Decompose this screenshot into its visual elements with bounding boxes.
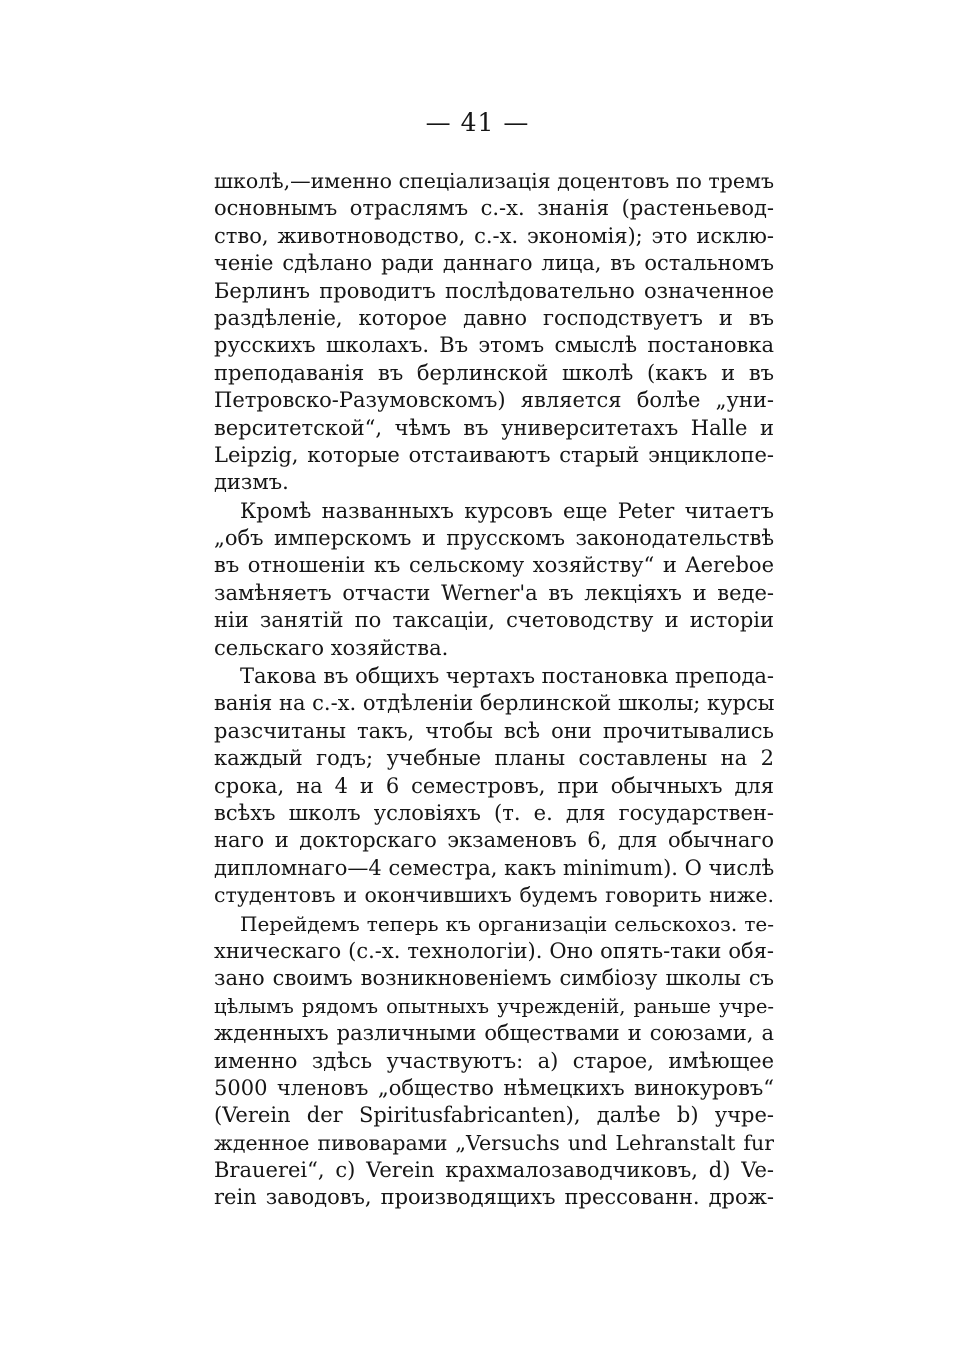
text-line: ванія на с.-х. отдѣленіи берлинской школы; курсы [214, 691, 774, 716]
text-line: Петровско-Разумовскомъ) является болѣе „уни- [214, 388, 774, 413]
text-line: хническаго (с.-х. технологіи). Оно опять-таки обя- [214, 938, 774, 963]
text-line: въ отношеніи къ сельскому хозяйству“ и Aereboe [214, 553, 774, 578]
text-line: верситетской“, чѣмъ въ университетахъ Halle и [214, 415, 774, 440]
text-line: 5000 членовъ „общество нѣмецкихъ винокуровъ“ [214, 1075, 774, 1100]
text-line: именно здѣсь участвуютъ: a) старое, имѣющее [214, 1048, 774, 1073]
text-line: ченіе сдѣлано ради даннаго лица, въ остальномъ [214, 251, 774, 276]
text-line: цѣлымъ рядомъ опытныхъ учрежденій, раньше учре- [214, 994, 774, 1018]
text-line: студентовъ и окончившихъ будемъ говорить ниже. [214, 883, 774, 908]
paragraph-2 [214, 498, 774, 662]
text-line: разсчитаны такъ, чтобы всѣ они прочитывались [214, 718, 774, 743]
text-line: Leipzig, которые отстаиваютъ старый энциклопе- [214, 442, 774, 467]
body-text [214, 168, 774, 1212]
text-line: жденныхъ различными обществами и союзами, а [214, 1021, 774, 1046]
text-line: ство, животноводство, с.-х. экономія); это исклю- [214, 223, 774, 248]
text-line: раздѣленіе, которое давно господствуетъ и въ [214, 305, 774, 330]
paragraph-4 [214, 911, 774, 1212]
text-line: дипломнаго—4 семестра, какъ minimum). О числѣ [214, 855, 774, 880]
text-line: преподаванія въ берлинской школѣ (какъ и въ [214, 360, 774, 385]
text-line: всѣхъ школъ условіяхъ (т. е. для государствен- [214, 800, 774, 825]
paragraph-3 [214, 663, 774, 910]
text-line: Берлинъ проводитъ послѣдовательно означенное [214, 278, 774, 303]
text-line: русскихъ школахъ. Въ этомъ смыслѣ постановка [214, 333, 774, 358]
text-line: зано своимъ возникновеніемъ симбіозу школы съ [214, 966, 774, 991]
page-number: — 41 — [425, 108, 530, 137]
text-line: сельскаго хозяйства. [214, 635, 449, 660]
paragraph-1 [214, 168, 774, 497]
text-line: каждый годъ; учебные планы составлены на 2 [214, 746, 774, 771]
text-line: дизмъ. [214, 470, 289, 495]
text-line: Brauerei“, c) Verein крахмалозаводчиковъ, d) Ve- [214, 1158, 774, 1183]
text-line: ніи занятій по таксаціи, счетоводству и исторіи [214, 608, 774, 633]
text-line: (Verein der Spiritusfabricanten), далѣе b) учре- [214, 1103, 774, 1128]
text-line: наго и докторскаго экзаменовъ 6, для обычнаго [214, 828, 774, 853]
text-line: rein заводовъ, производящихъ прессованн. дрож- [214, 1185, 774, 1210]
text-line: жденное пивоварами „Versuchs und Lehranstalt fur [214, 1130, 774, 1155]
text-line: основнымъ отраслямъ с.-х. знанія (растеньевод- [214, 196, 774, 221]
text-line: Такова въ общихъ чертахъ постановка препода- [240, 664, 774, 689]
text-line: Перейдемъ теперь къ организаціи сельскохоз. те- [240, 911, 774, 936]
text-line: Кромѣ названныхъ курсовъ еще Peter читаетъ [240, 498, 774, 523]
text-line: школѣ,—именно спеціализація доцентовъ по тремъ [214, 169, 774, 193]
text-line: замѣняетъ отчасти Werner'а въ лекціяхъ и веде- [214, 580, 774, 605]
text-line: срока, на 4 и 6 семестровъ, при обычныхъ для [214, 773, 774, 798]
text-line: „объ имперскомъ и прусскомъ законодательствѣ [214, 526, 774, 551]
